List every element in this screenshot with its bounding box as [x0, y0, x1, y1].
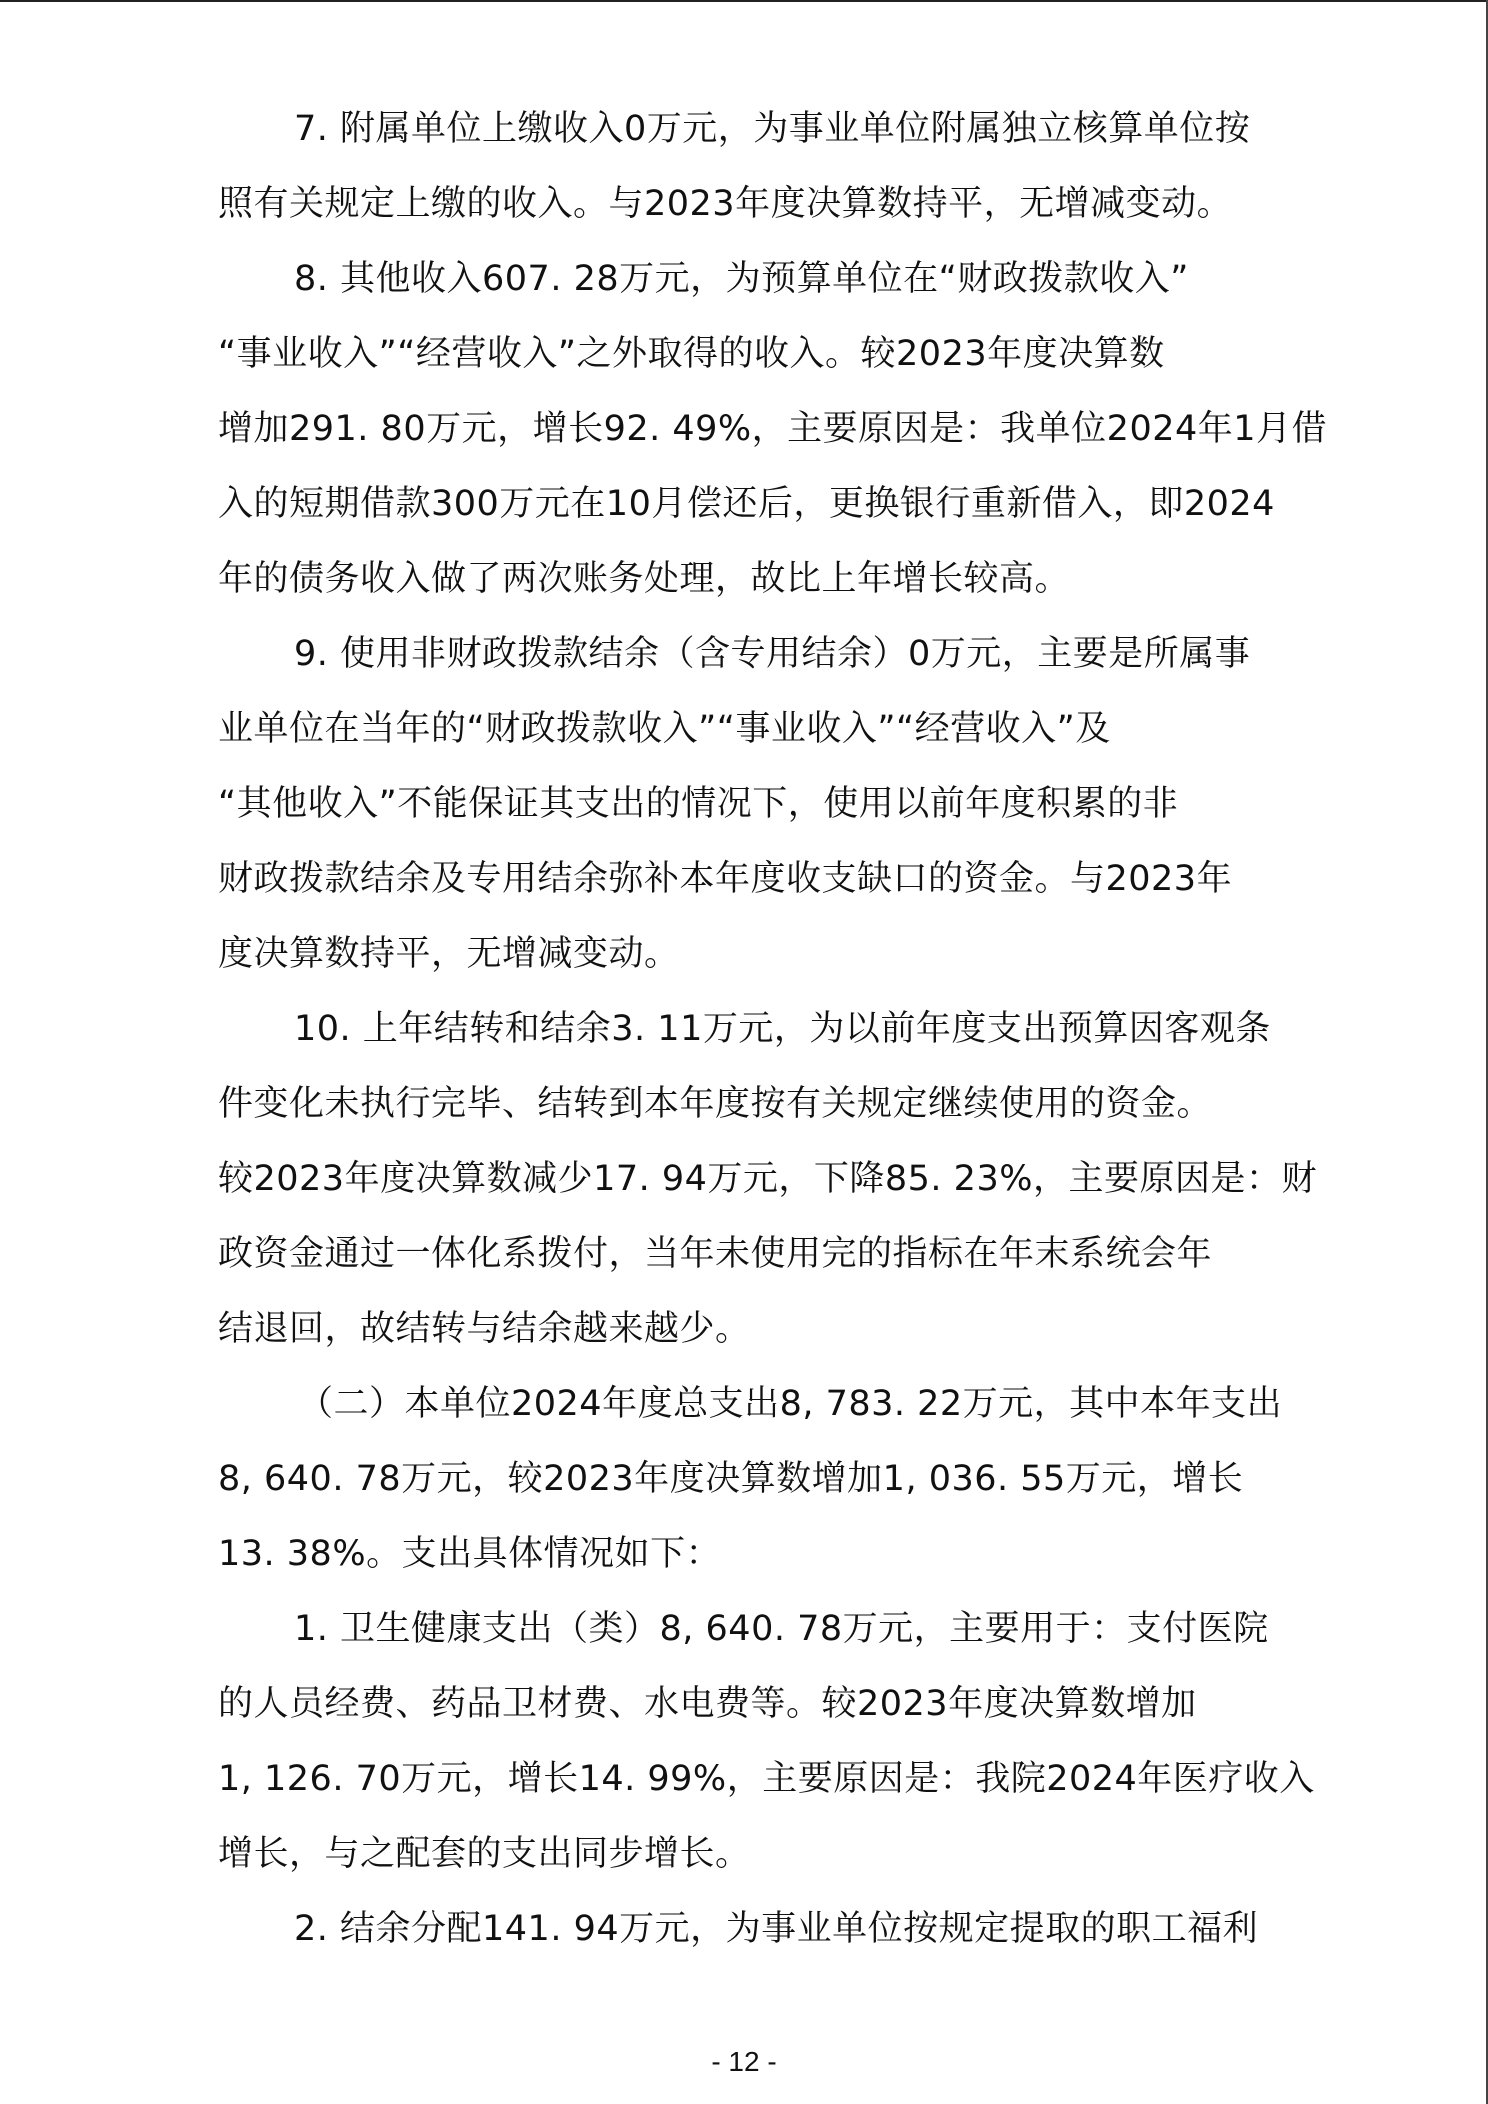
- text-line: 年的债务收入做了两次账务处理，故比上年增长较高。: [218, 559, 1071, 599]
- text-line: 13. 38%。支出具体情况如下：: [218, 1534, 722, 1574]
- text-line: 1. 卫生健康支出（类）8, 640. 78万元，主要用于：支付医院: [294, 1609, 1269, 1649]
- page-top-border: [0, 0, 1488, 2]
- page-number: - 12 -: [711, 2046, 777, 2077]
- text-line: 1, 126. 70万元，增长14. 99%，主要原因是：我院2024年医疗收入: [218, 1759, 1315, 1799]
- text-line: 8, 640. 78万元，较2023年度决算数增加1, 036. 55万元，增长: [218, 1459, 1244, 1499]
- text-line: “事业收入”“经营收入”之外取得的收入。较2023年度决算数: [218, 334, 1165, 374]
- text-line: 7. 附属单位上缴收入0万元，为事业单位附属独立核算单位按: [294, 109, 1251, 149]
- text-line: 财政拨款结余及专用结余弥补本年度收支缺口的资金。与2023年: [218, 859, 1233, 899]
- text-line: 2. 结余分配141. 94万元，为事业单位按规定提取的职工福利: [294, 1909, 1259, 1949]
- text-line: （二）本单位2024年度总支出8, 783. 22万元，其中本年支出: [298, 1384, 1283, 1424]
- text-line: 照有关规定上缴的收入。与2023年度决算数持平，无增减变动。: [218, 184, 1233, 224]
- text-line: 件变化未执行完毕、结转到本年度按有关规定继续使用的资金。: [218, 1084, 1213, 1124]
- text-line: 结退回，故结转与结余越来越少。: [218, 1309, 751, 1349]
- text-line: 增加291. 80万元，增长92. 49%，主要原因是：我单位2024年1月借: [218, 409, 1328, 449]
- text-line: 增长，与之配套的支出同步增长。: [218, 1834, 751, 1874]
- text-line: 的人员经费、药品卫材费、水电费等。较2023年度决算数增加: [218, 1684, 1197, 1724]
- document-body: [218, 92, 1328, 1967]
- text-line: 9. 使用非财政拨款结余（含专用结余）0万元，主要是所属事: [294, 634, 1251, 674]
- text-line: “其他收入”不能保证其支出的情况下，使用以前年度积累的非: [218, 784, 1179, 824]
- text-line: 较2023年度决算数减少17. 94万元，下降85. 23%，主要原因是：财: [218, 1159, 1317, 1199]
- text-line: 10. 上年结转和结余3. 11万元，为以前年度支出预算因客观条: [294, 1009, 1271, 1049]
- text-line: 业单位在当年的“财政拨款收入”“事业收入”“经营收入”及: [218, 709, 1111, 749]
- text-line: 入的短期借款300万元在10月偿还后，更换银行重新借入，即2024: [218, 484, 1275, 524]
- text-line: 度决算数持平，无增减变动。: [218, 934, 680, 974]
- text-line: 政资金通过一体化系拨付，当年未使用完的指标在年末系统会年: [218, 1234, 1213, 1274]
- text-line: 8. 其他收入607. 28万元，为预算单位在“财政拨款收入”: [294, 259, 1189, 299]
